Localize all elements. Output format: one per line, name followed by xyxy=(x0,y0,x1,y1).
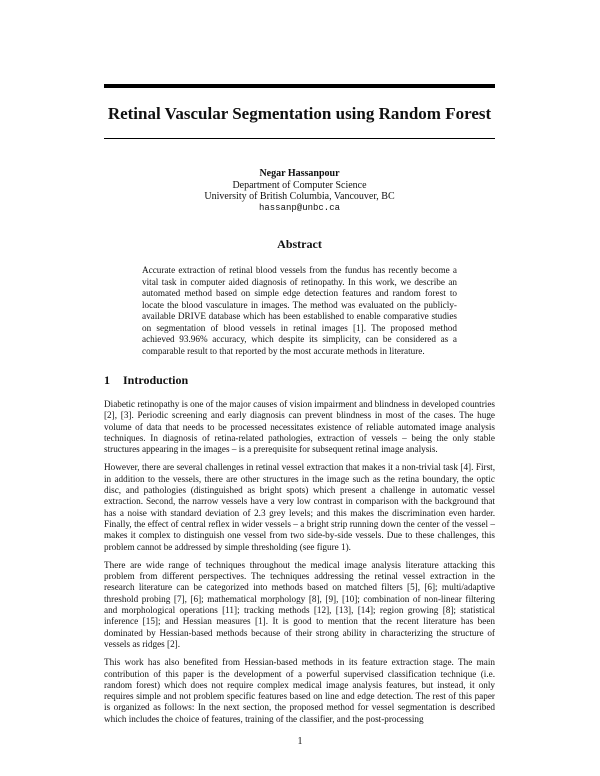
section-title: Introduction xyxy=(123,373,189,387)
paper-title: Retinal Vascular Segmentation using Random Forest xyxy=(107,104,492,123)
section-heading xyxy=(104,373,188,387)
paragraph: This work has also benefited from Hessian-based methods in its feature extraction stage. The main contribution of this paper is the development of a powerful supervised classification technique (i.e. random forest) which does not require complex medical image analysis features, but instead, it only requires simple and not problem specific features based on line and edge detection. The rest of this paper is organized as follows: In the next section, the proposed method for vessel segmentation is described which includes the choice of features, training of the classifier, and the post-processing xyxy=(104,657,495,724)
title-rule-bottom xyxy=(104,138,495,139)
page-number: 1 xyxy=(297,736,303,747)
paragraph: Diabetic retinopathy is one of the major causes of vision impairment and blindness in developed countries [2], [3]. Periodic screening and early diagnosis can prevent blindness in most of the cases. The huge volume of data that needs to be processed necessitates existence of reliable automated image analysis techniques. In diagnosis of retina-related pathologies, extraction of vessels – being the only stable structures appearing in the images – is a prerequisite for subsequent retinal image analysis. xyxy=(104,399,495,455)
author-email: hassanp@unbc.ca xyxy=(258,202,340,213)
title-rule-top xyxy=(104,84,495,88)
author-name: Negar Hassanpour xyxy=(259,168,340,179)
body-text xyxy=(104,399,495,732)
abstract-text: Accurate extraction of retinal blood vessels from the fundus has recently become a vital task in computer aided diagnosis of retinopathy. In this work, we describe an automated method based on simple edge detection features and random forest to locate the blood vasculature in images. The method was evaluated on the publicly-available DRIVE database which has been established to enable comparative studies on segmentation of blood vessels in retinal images [1]. The proposed method achieved 93.96% accuracy, which despite its simplicity, can be considered as a comparable result to that reported by the most accurate methods in literature. xyxy=(142,265,457,356)
paragraph: However, there are several challenges in retinal vessel extraction that makes it a non-trivial task [4]. First, in addition to the vessels, there are other structures in the image such as the retina boundary, the optic disc, and pathologies (distinguished as bright spots) which present a challenge in automatic vessel extraction. Second, the narrow vessels have a very low contrast in comparison with the background that has a noise with standard deviation of 2.3 grey levels; and this makes the discrimination even harder. Finally, the effect of central reflex in wider vessels – a bright strip running down the center of the vessel – makes it complex to distinguish one vessel from two side-by-side vessels. Due to these challenges, this problem cannot be addressed by simple thresholding (see figure 1). xyxy=(104,462,495,552)
paragraph: There are wide range of techniques throughout the medical image analysis literature attacking this problem from different perspectives. The techniques addressing the retinal vessel extraction in the research literature can be categorized into methods based on matched filters [5], [6]; multi/adaptive threshold probing [7], [6]; mathematical morphology [8], [9], [10]; combination of non-linear filtering and morphological operations [11]; tracking methods [12], [13], [14]; region growing [8]; statistical inference [15]; and Hessian measures [1]. It is good to mention that the recent literature has been dominated by Hessian-based methods because of their strong ability in characterizing the structure of vessels as ridges [2]. xyxy=(104,559,495,649)
section-number: 1 xyxy=(104,373,110,387)
author-university: University of British Columbia, Vancouver, BC xyxy=(204,191,395,202)
author-department: Department of Computer Science xyxy=(232,179,367,191)
abstract-heading: Abstract xyxy=(277,237,322,251)
author-block xyxy=(104,168,495,214)
